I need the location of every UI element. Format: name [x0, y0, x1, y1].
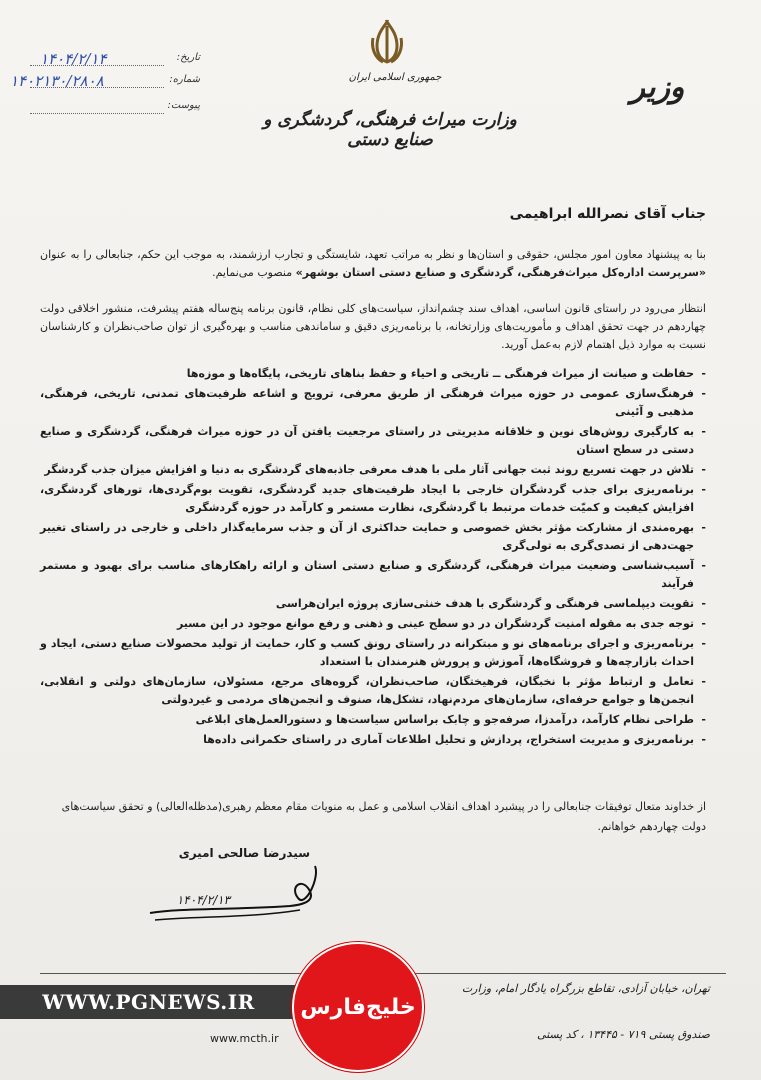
date-field [10, 50, 200, 68]
news-logo-text: خلیج‌فارس [300, 994, 416, 1020]
signature-date: ۱۴۰۴/۲/۱۳ [176, 893, 230, 907]
list-item: - بهره‌مندی از مشارکت مؤثر بخش خصوصی و حمایت حداکثری از آن و جذب سرمایه‌گذار داخلی و خارجی در راستای تغییر جهت‌دهی از تصدی‌گری به تولی‌گری [40, 519, 706, 555]
list-item: - تعامل و ارتباط مؤثر با نخبگان، فرهیختگان، صاحب‌نظران، گروه‌های مرجع، مسئولان، سازمان‌های دولتی و انقلابی، انجمن‌ها و جوامع حرفه‌ای، سازمان‌های مردم‌نهاد، تشکل‌ها، صنوف و انجمن‌های مردمی و غیردولتی [40, 673, 706, 709]
ministry-title: وزارت میراث فرهنگی، گردشگری و صنایع دستی [263, 110, 517, 150]
list-item: - فرهنگ‌سازی عمومی در حوزه میراث فرهنگی از طریق معرفی، ترویج و اشاعه ظرفیت‌های تمدنی، تاریخی، فرهنگی، مذهبی و آئینی [40, 385, 706, 421]
list-item: - برنامه‌ریزی و اجرای برنامه‌های نو و مبتکرانه در راستای رونق کسب و کار، حمایت از تولید محصولات صنایع دستی، ایجاد و احداث بازارچه‌ها و فروشگاه‌ها، آموزش و پرورش هنرمندان با استعداد [40, 635, 706, 671]
list-item: - تقویت دیپلماسی فرهنگی و گردشگری با هدف خنثی‌سازی پروژه ایران‌هراسی [40, 595, 706, 613]
intro-text-1: بنا به پیشنهاد معاون امور مجلس، حقوقی و استان‌ها و نظر به مراتب تعهد، شایستگی و تجارب ارزشمند، به موجب این حکم، جنابعالی را به عنوان [40, 248, 706, 261]
government-title: جمهوری اسلامی ایران [348, 72, 442, 83]
date-value: ۱۴۰۴/۲/۱۴ [40, 50, 107, 68]
footer-address: تهران، خیابان آزادی، تقاطع بزرگراه یادگار امام، وزارت [461, 982, 710, 995]
list-item: - آسیب‌شناسی وضعیت میراث فرهنگی، گردشگری و صنایع دستی استان و ارائه راهکارهای مناسب برای بهبود و مستمر فرآیند [40, 557, 706, 593]
number-value: ۱۴۰۲۱۳۰/۲۸۰۸ [10, 72, 104, 90]
duties-list [40, 365, 706, 751]
list-item: - حفاظت و صیانت از میراث فرهنگی ــ تاریخی و احیاء و حفظ بناهای تاریخی، پایگاه‌ها و موزه‌ها [40, 365, 706, 383]
news-watermark-banner: WWW.PGNEWS.IR [0, 985, 297, 1019]
attachment-field [10, 98, 200, 116]
signer-name: سیدرضا صالحی امیری [178, 846, 310, 860]
intro-paragraph [40, 246, 706, 282]
news-logo-badge [292, 942, 424, 1072]
attachment-label: پیوست: [167, 100, 200, 111]
number-label: شماره: [169, 74, 200, 85]
list-item: - طراحی نظام کارآمد، درآمدزا، صرفه‌جو و چابک براساس سیاست‌ها و دستورالعمل‌های ابلاغی [40, 711, 706, 729]
list-item: - توجه جدی به مقوله امنیت گردشگران در دو سطح عینی و ذهنی و رفع موانع موجود در این مسیر [40, 615, 706, 633]
date-label: تاریخ: [176, 52, 200, 63]
list-item: - برنامه‌ریزی برای جذب گردشگران خارجی با ایجاد ظرفیت‌های جدید گردشگری، تقویت بوم‌گردی‌ها، تورهای گردشگری، افزایش کیفیت و کمیّت خدمات مرتبط با گردشگری، نظارت مستمر و کارآمد در حوزه گردشگری [40, 481, 706, 517]
number-field [10, 72, 200, 90]
signature-icon [140, 858, 340, 928]
footer-website: www.mcth.ir [210, 1032, 279, 1045]
intro-text-2: منصوب می‌نمایم. [212, 266, 293, 279]
footer-postal: صندوق پستی ۷۱۹ - ۱۳۴۴۵ ، کد پستی [536, 1028, 710, 1041]
list-item: - برنامه‌ریزی و مدیریت استخراج، پردازش و تحلیل اطلاعات آماری در راستای حکمرانی داده‌ها [40, 731, 706, 749]
iran-emblem-icon [367, 18, 407, 66]
recipient-name: جناب آقای نصرالله ابراهیمی [509, 206, 706, 222]
appointment-title: «سرپرست اداره‌کل میراث‌فرهنگی، گردشگری و صنایع دستی استان بوشهر» [295, 266, 706, 279]
minister-heading: وزیر [630, 70, 685, 105]
closing-paragraph: از خداوند متعال توفیقات جنابعالی را در پیشبرد اهداف انقلاب اسلامی و عمل به منویات مقام معظم رهبری(مدظله‌العالی) و تحقق سیاست‌های دولت چهاردهم خواهانم. [61, 800, 706, 833]
expectation-paragraph: انتظار می‌رود در راستای قانون اساسی، اهداف سند چشم‌انداز، سیاست‌های کلی نظام، قانون برنامه پنج‌ساله هفتم پیشرفت، منشور اخلاقی دولت چهاردهم در جهت تحقق اهداف و مأموریت‌های وزارتخانه، با برنامه‌ریزی دقیق و ساماندهی مناسب و بهره‌گیری از توان صاحب‌نظران و کارشناسان نسبت به موارد ذیل اهتمام لازم به‌عمل آورید. [40, 302, 706, 351]
list-item: - تلاش در جهت تسریع روند ثبت جهانی آثار ملی با هدف معرفی جاذبه‌های گردشگری به دنیا و افزایش میزان جذب گردشگر [40, 461, 706, 479]
list-item: - به کارگیری روش‌های نوین و خلاقانه مدیریتی در راستای مرجعیت یافتن آن در حوزه میراث فرهنگی، گردشگری و صنایع دستی در سطح استان [40, 423, 706, 459]
